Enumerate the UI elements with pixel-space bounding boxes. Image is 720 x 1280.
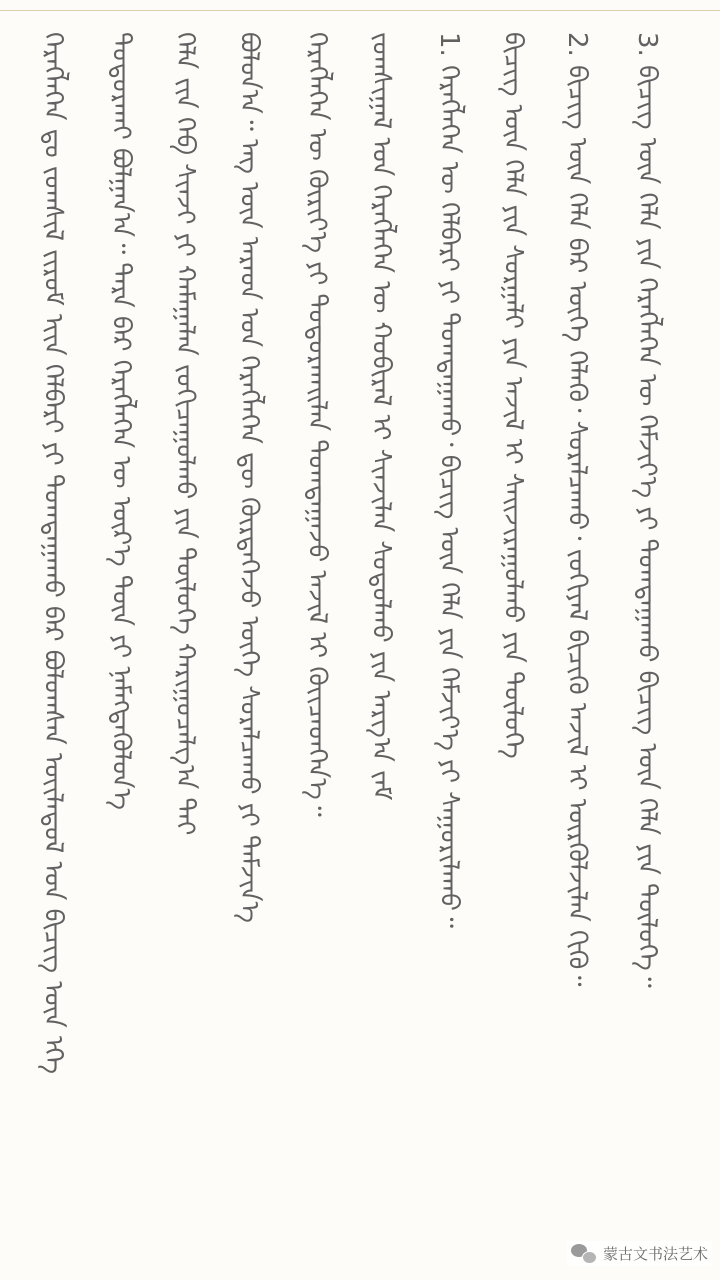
top-rule	[0, 10, 720, 11]
text-column-8: ᠪᠢᠴᠢᠭ ᠦᠨ ᠬᠡᠯᠡ ᠶᠢᠨ ᠰᠤᠷᠭᠠᠯᠢ ᠶᠢᠨ ᠠᠵᠢᠯ ᠢ ᠰᠠᠢᠵᠢᠷᠠᠭᠤᠯᠬᠤ ᠶᠢᠨ ᠲᠥᠯᠦᠭᠡ	[498, 32, 528, 759]
watermark	[567, 1241, 712, 1266]
text-column-9: 2. ᠪᠢᠴᠢᠭ ᠦᠨ ᠬᠡᠯᠡ ᠪᠡᠷ ᠦᠭᠡ ᠬᠡᠯᠡᠬᠦ᠂ ᠰᠤᠷᠠᠯᠴᠠᠬᠤ᠂ ᠵᠣᠬᠢᠶᠠᠯ ᠪᠢᠴᠢᠬᠦ ᠠᠵᠢᠯ ᠢ ᠦᠷᠭᠦᠯᠵᠢᠯᠡᠨ ᠬᠢᠬᠦ᠃	[562, 32, 592, 987]
text-column-3: ᠬᠡᠯᠡ ᠵᠢᠨ ᠬᠡᠪ ᠰᠢᠨᠵᠢ ᠶᠢ ᠬᠠᠮᠠᠭᠠᠯᠠᠨ ᠵᠣᠬᠢᠴᠠᠭᠤᠯᠬᠤ ᠶᠢᠨ ᠲᠥᠯᠦᠭᠡ ᠬᠠᠷᠢᠭᠤᠴᠠᠯᠭ᠎ᠠ ᠲᠠᠢ	[170, 32, 200, 836]
text-column-10: 3. ᠪᠢᠴᠢᠭ ᠦᠨ ᠬᠡᠯᠡ ᠶᠢᠨ ᠬᠡᠷᠡᠭᠯᠡᠭᠡᠨ ᠦ ᠬᠡᠮᠵᠢᠶ᠎ᠡ ᠶᠢ ᠲᠣᠭᠲᠠᠭᠠᠬᠤ ᠪᠢᠴᠢᠭ ᠦᠨ ᠬᠡᠯᠡ ᠶᠢᠨ ᠲᠥᠯᠦᠭᠡ᠃	[632, 32, 662, 988]
text-column-6: ᠵᠤᠭᠰᠢᠭᠠᠯ ᠤᠨ ᠬᠡᠷᠡᠭᠯᠡᠭᠡᠨ ᠦ ᠬᠤᠪᠢᠷᠠᠯ ᠢ ᠰᠢᠨᠵᠢᠯᠡᠨ ᠰᠤᠳᠤᠯᠬᠤ ᠶᠢᠨ ᠠᠷᠭ᠎ᠠ ᠵᠠᠮ	[366, 32, 396, 801]
text-column-1: ᠬᠡᠷᠡᠭᠯᠡᠭᠡᠨ ᠳᠤ ᠵᠤᠭᠰᠢᠯ ᠵᠢᠷᠤᠮ ᠢᠢᠨ ᠬᠡᠯᠪᠡᠷᠢ ᠶᠢ ᠲᠣᠭᠲᠠᠭᠠᠬᠤ ᠪᠠᠷ ᠪᠤᠯᠤᠭᠰᠠᠨ ᠦᠢᠯᠡᠳᠦᠯ ᠤᠨ ᠪᠢᠴᠢᠭ ᠦᠨ ᠡᠬᠡ	[38, 32, 68, 1075]
text-column-2: ᠲᠣᠳᠤᠷᠬᠠᠢ ᠪᠣᠯᠭᠠᠨ᠎ᠠ᠃ ᠲᠡᠷᠡ ᠪᠡᠷ ᠬᠡᠷᠡᠭᠯᠡᠭᠡᠨ ᠦ ᠦᠷ᠎ᠡ ᠳᠦᠨ ᠶᠢ ᠨᠡᠮᠡᠭᠳᠡᠭᠦᠯᠦᠨ᠎ᠡ	[106, 32, 136, 810]
watermark-text: 蒙古文书法艺术	[602, 1245, 708, 1263]
document-page	[0, 14, 720, 1280]
text-column-5: ᠬᠡᠷᠡᠭᠯᠡᠭᠡᠨ ᠦ ᠬᠦᠷᠢᠶ᠎ᠡ ᠶᠢ ᠲᠤᠳᠤᠷᠬᠠᠢᠯᠠᠨ ᠲᠣᠭᠲᠠᠭᠠᠵᠤ ᠠᠵᠢᠯ ᠢ ᠭᠦᠢᠴᠡᠳᠬᠡᠨ᠎ᠡ᠃	[302, 32, 332, 817]
text-column-4: ᠪᠣᠯᠤᠨ᠎ᠠ᠃ ᠡᠩ ᠦᠨ ᠠᠷᠠᠳ ᠤᠨ ᠬᠡᠷᠡᠭᠯᠡᠭᠡᠨ ᠳᠦ ᠬᠦᠷᠳᠡᠭᠡᠵᠦ ᠦᠭᠡ ᠰᠤᠷᠠᠯᠴᠠᠬᠤ ᠶᠢ ᠳᠡᠮᠵᠢᠨ᠎ᠡ	[234, 32, 264, 923]
text-column-7: 1. ᠬᠡᠷᠡᠭᠯᠡᠭᠡᠨ ᠦ ᠬᠡᠯᠪᠡᠷᠢ ᠶᠢ ᠲᠣᠭᠲᠠᠭᠠᠬᠤ᠂ ᠪᠢᠴᠢᠭ ᠦᠨ ᠬᠡᠯᠡ ᠶᠢᠨ ᠬᠡᠮᠵᠢᠶ᠎ᠡ ᠶᠢ ᠰᠠᠭᠤᠷᠢᠯᠠᠬᠤ᠃	[434, 32, 464, 928]
wechat-icon	[571, 1244, 597, 1264]
